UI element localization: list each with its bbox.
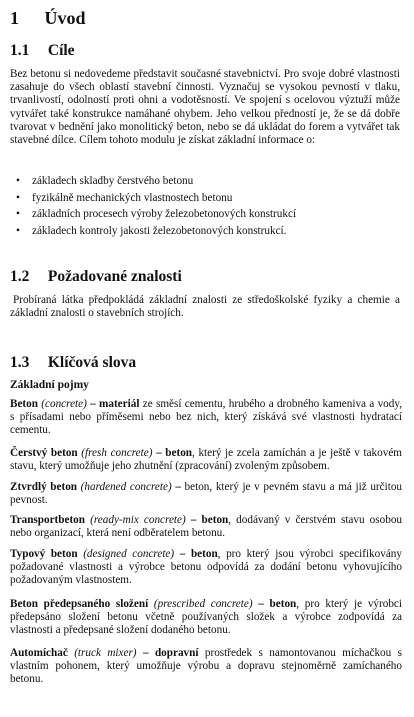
- chapter-number: 1: [10, 8, 19, 28]
- section-number: 1.2: [10, 268, 30, 285]
- section-heading-keywords: [10, 354, 136, 372]
- bullet-icon: •: [16, 175, 20, 187]
- section-title: Požadované znalosti: [47, 268, 182, 285]
- knowledge-paragraph: Probíraná látka předpokládá základní znalosti ze středoškolské fyziky a chemie a základní znalosti o stavebních strojích.: [10, 294, 400, 320]
- goals-paragraph: Bez betonu si nedovedeme představit současné stavebnictví. Pro svoje dobré vlastnosti zasahuje do všech oblastí stavební činnosti. Vyznačuj se vysokou pevností v tlaku, trvanlivostí, odolností proti ohni a vodotěsností. Ve spojení s ocelovou výztuží může vytvářet také konstrukce namáhané ohybem. Jeho velkou předností je, že se dá dobře tvarovat v bednění jako monolitický beton, nebo se dá ukládat do forem a vytvářet tak stavebné dílce. Cílem tohoto modulu je získat základní informace o:: [10, 68, 400, 147]
- term-definition: Ztvrdlý beton (hardened concrete) – beton, který je v pevném stavu a má již určitou pevnost.: [10, 481, 403, 506]
- term-definition: Transportbeton (ready-mix concrete) – beton, dodávaný v čerstvém stavu osobou nebo organizací, která není odběratelem betonu.: [10, 514, 403, 539]
- section-heading-goals: [10, 42, 75, 60]
- bullet-icon: •: [16, 224, 20, 237]
- chapter-heading: [10, 8, 86, 29]
- term-definition: Automíchač (truck mixer) – dopravní prostředek s namontovanou míchačkou s vlastním pohonem, který umožňuje výrobu a dopravu stejnoměrně zamíchaného betonu.: [10, 647, 402, 685]
- list-item: • fyzikálně mechanických vlastnostech betonu: [10, 190, 390, 207]
- term-definition: Beton předepsaného složení (prescribed concrete) – beton, pro který je výrobci předepsáno složení betonu včetně používaných složek a výrobce zodpovídá za vlastnosti a předepsané složení dodaného betonu.: [10, 598, 402, 636]
- goals-bullet-list: [10, 173, 390, 239]
- term-definition: Čerstvý beton (fresh concrete) – beton, který je zcela zamíchán a je ještě v takovém stavu, který umožňuje jeho zhutnění (zpracování) zvoleným způsobem.: [10, 447, 403, 472]
- chapter-title: Úvod: [44, 8, 86, 28]
- section-title: Klíčová slova: [47, 354, 137, 371]
- section-title: Cíle: [47, 42, 75, 59]
- list-item: • základech skladby čerstvého betonu: [10, 173, 390, 190]
- term-definition: Beton (concrete) – materiál ze směsí cementu, hrubého a drobného kameniva a vody, s přísadami nebo příměsemi nebo bez nich, který získává své vlastnosti hydratací cementu.: [10, 398, 403, 436]
- bullet-icon: •: [16, 208, 20, 220]
- section-number: 1.3: [10, 354, 30, 371]
- keywords-subtitle: Základní pojmy: [10, 379, 89, 391]
- bullet-icon: •: [16, 191, 20, 204]
- list-item: • základech kontroly jakosti železobetonových konstrukcí.: [10, 223, 390, 240]
- section-number: 1.1: [10, 42, 30, 59]
- list-item: • základních procesech výroby železobetonových konstrukcí: [10, 206, 390, 223]
- section-heading-knowledge: [10, 268, 182, 286]
- term-definition: Typový beton (designed concrete) – beton, pro který jsou výrobci specifikovány požadované vlastnosti a výrobce betonu odpovídá za dodání betonu vyhovujícího požadovaným vlastnostem.: [10, 548, 402, 586]
